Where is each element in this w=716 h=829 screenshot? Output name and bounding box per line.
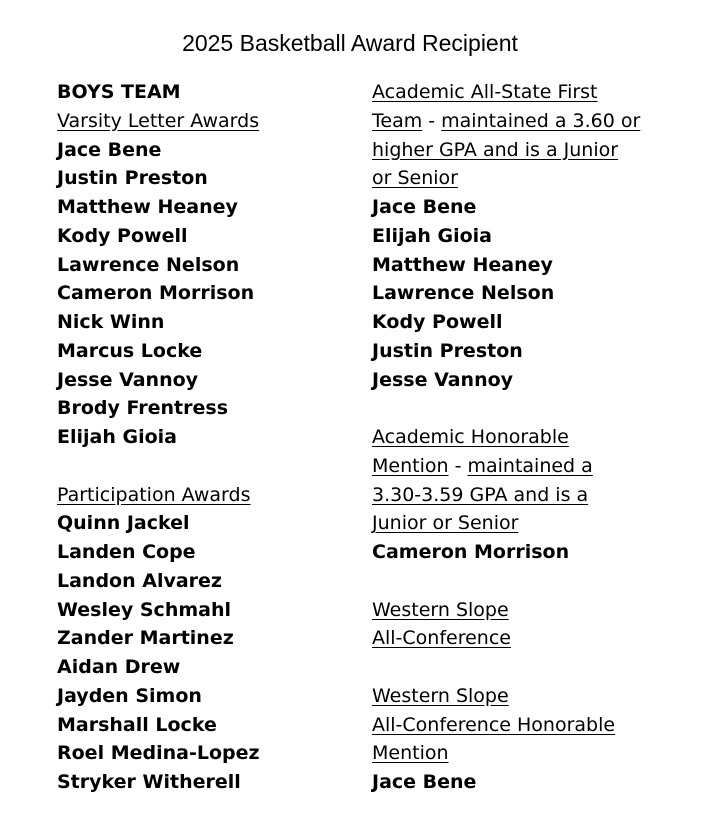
list-item: Justin Preston (57, 167, 208, 190)
list-item: Stryker Witherell (57, 771, 241, 793)
list-item: Aidan Drew (57, 656, 181, 678)
all-conference-heading (372, 596, 662, 654)
list-item: Cameron Morrison (57, 282, 255, 305)
list-item: Justin Preston (372, 339, 523, 362)
list-item: Jace Bene (57, 138, 162, 161)
list-item: Cameron Morrison (372, 541, 570, 563)
spacer (372, 653, 662, 682)
list-item: Landen Cope (57, 541, 196, 563)
academic-first-team-heading (372, 78, 662, 193)
list-item: Jace Bene (372, 771, 477, 793)
list-item: Jesse Vannoy (57, 368, 199, 391)
participation-heading: Participation Awards (57, 483, 251, 506)
heading-line: 3.30-3.59 GPA and is a (372, 483, 589, 506)
list-item: Landon Alvarez (57, 569, 222, 592)
list-item: Marcus Locke (57, 339, 203, 362)
spacer (372, 567, 662, 596)
list-item: Lawrence Nelson (372, 282, 555, 305)
heading-line: maintained a (467, 454, 593, 477)
page-title: 2025 Basketball Award Recipient (182, 30, 518, 56)
varsity-names-list (57, 136, 357, 452)
list-item: Elijah Gioia (372, 224, 492, 247)
list-item: Kody Powell (372, 311, 503, 333)
list-item: Jace Bene (372, 196, 477, 218)
list-item: Elijah Gioia (57, 426, 177, 448)
separator: - (422, 109, 442, 132)
heading-line: All-Conference Honorable (372, 713, 616, 736)
list-item: Zander Martinez (57, 627, 234, 650)
spacer (57, 452, 357, 481)
heading-line: Western Slope (372, 598, 509, 621)
team-heading: BOYS TEAM (57, 81, 181, 103)
heading-line: higher GPA and is a Junior (372, 138, 619, 161)
list-item: Jayden Simon (57, 684, 202, 707)
participation-names-list (57, 509, 357, 797)
list-item: Marshall Locke (57, 713, 217, 736)
list-item: Lawrence Nelson (57, 253, 240, 276)
list-item: Matthew Heaney (372, 253, 553, 276)
separator: - (448, 454, 468, 477)
varsity-letter-heading: Varsity Letter Awards (57, 109, 260, 132)
heading-line: Junior or Senior (372, 512, 519, 535)
all-conference-honorable-heading (372, 682, 662, 768)
heading-line: Academic Honorable (372, 426, 569, 448)
heading-line: maintained a 3.60 or (441, 109, 641, 132)
list-item: Brody Frentress (57, 397, 229, 420)
list-item: Quinn Jackel (57, 512, 190, 535)
list-item: Nick Winn (57, 311, 165, 333)
heading-line: Academic All-State First (372, 81, 598, 103)
heading-line: Team (372, 109, 423, 132)
spacer (372, 394, 662, 423)
list-item: Matthew Heaney (57, 196, 238, 218)
heading-line: or Senior (372, 167, 458, 190)
list-item: Kody Powell (57, 224, 188, 247)
academic-honorable-heading (372, 423, 662, 538)
list-item: Jesse Vannoy (372, 368, 514, 391)
heading-line: Western Slope (372, 684, 509, 707)
heading-line: Mention (372, 454, 449, 477)
academic-first-team-names (372, 193, 662, 394)
list-item: Wesley Schmahl (57, 598, 232, 621)
list-item: Roel Medina-Lopez (57, 742, 260, 765)
left-column (57, 78, 357, 797)
right-column (372, 78, 662, 797)
heading-line: Mention (372, 742, 449, 765)
heading-line: All-Conference (372, 627, 511, 650)
